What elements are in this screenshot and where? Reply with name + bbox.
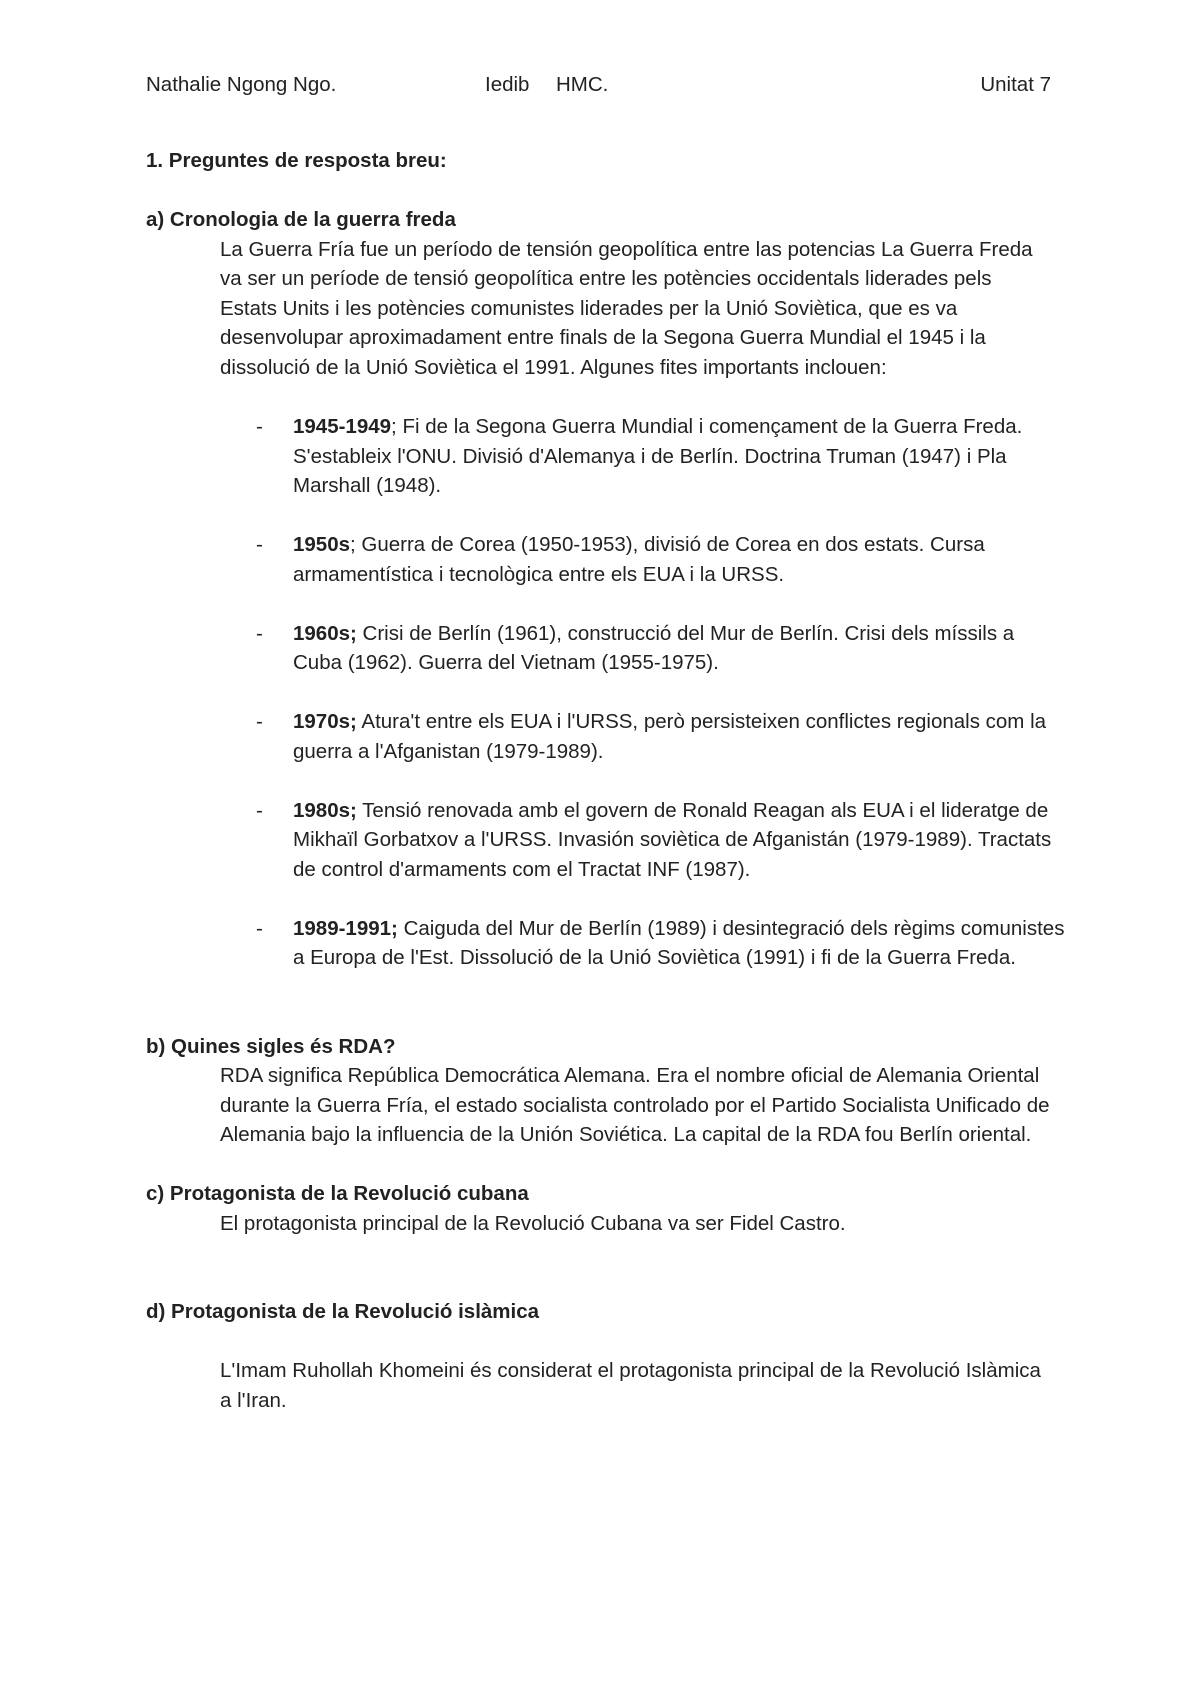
question-c	[146, 1179, 1066, 1238]
list-dash: -	[256, 415, 263, 438]
timeline-era: 1945-1949	[293, 415, 392, 438]
timeline-text: Tensió renovada amb el govern de Ronald Reagan als EUA i el lideratge de Mikhaïl Gorbatxov a l'URSS. Invasión soviètica de Afganistán (1979-1989). Tractats de control d'armaments com el Tractat INF (1987).	[293, 798, 1052, 881]
question-d	[146, 1297, 1066, 1415]
header-author: Nathalie Ngong Ngo.	[146, 73, 337, 96]
document-body	[146, 146, 1066, 1415]
timeline-item	[146, 530, 1066, 589]
question-c-answer: El protagonista principal de la Revolució Cubana va ser Fidel Castro.	[220, 1211, 846, 1235]
section-title: 1. Preguntes de resposta breu:	[146, 149, 447, 172]
list-dash: -	[256, 916, 263, 940]
timeline-item	[146, 796, 1066, 885]
question-d-title: d) Protagonista de la Revolució islàmica	[146, 1300, 540, 1323]
timeline-era: 1950s	[293, 533, 351, 556]
timeline-item	[146, 707, 1066, 766]
list-dash: -	[256, 798, 263, 822]
list-dash: -	[256, 621, 263, 645]
timeline-text: Crisi de Berlín (1961), construcció del Mur de Berlín. Crisi dels míssils a Cuba (1962). Guerra del Vietnam (1955-1975).	[293, 621, 1015, 674]
header-school: Iedib	[485, 73, 530, 96]
question-a-intro: La Guerra Fría fue un período de tensión geopolítica entre las potencias La Guerra Freda va ser un període de tensió geopolítica entre les potències occidentals liderades pels Estats Units i les potències comunistes liderades per la Unió Soviètica, que es va desenvolupar aproximadament entre finals de la Segona Guerra Mundial el 1945 i la dissolució de la Unió Soviètica el 1991. Algunes fites importants inclouen:	[220, 237, 1033, 379]
timeline-era: 1970s;	[293, 710, 357, 733]
timeline-era: 1980s;	[293, 798, 357, 822]
list-dash: -	[256, 710, 263, 733]
header-unit: Unitat 7	[980, 73, 1051, 96]
timeline-list	[146, 412, 1066, 973]
timeline-era: 1960s;	[293, 621, 357, 645]
question-c-title: c) Protagonista de la Revolució cubana	[146, 1182, 529, 1205]
question-a-title: a) Cronologia de la guerra freda	[146, 208, 456, 231]
header-course: HMC.	[556, 73, 609, 96]
question-b	[146, 1032, 1066, 1150]
page-header	[146, 73, 1051, 101]
question-b-answer: RDA significa República Democrática Alemana. Era el nombre oficial de Alemania Oriental durante la Guerra Fría, el estado socialista controlado por el Partido Socialista Unificado de Alemania bajo la influencia de la Unión Soviética. La capital de la RDA fou Berlín oriental.	[220, 1064, 1050, 1146]
question-a	[146, 205, 1066, 973]
timeline-text: ; Fi de la Segona Guerra Mundial i començament de la Guerra Freda. S'estableix l'ONU. Divisió d'Alemanya i de Berlín. Doctrina Truman (1947) i Pla Marshall (1948).	[293, 415, 1023, 497]
timeline-item	[146, 914, 1066, 973]
question-b-title: b) Quines sigles és RDA?	[146, 1034, 396, 1058]
question-d-answer: L'Imam Ruhollah Khomeini és considerat el protagonista principal de la Revolució Islàmica a l'Iran.	[220, 1359, 1041, 1412]
timeline-era: 1989-1991;	[293, 916, 398, 940]
timeline-text: Atura't entre els EUA i l'URSS, però persisteixen conflictes regionals com la guerra a l'Afganistan (1979-1989).	[293, 710, 1047, 763]
timeline-text: ; Guerra de Corea (1950-1953), divisió de Corea en dos estats. Cursa armamentística i tecnològica entre els EUA i la URSS.	[293, 533, 985, 586]
timeline-item	[146, 412, 1066, 501]
list-dash: -	[256, 533, 263, 556]
timeline-item	[146, 619, 1066, 678]
timeline-text: Caiguda del Mur de Berlín (1989) i desintegració dels règims comunistes a Europa de l'Est. Dissolució de la Unió Soviètica (1991) i fi de la Guerra Freda.	[293, 916, 1065, 969]
